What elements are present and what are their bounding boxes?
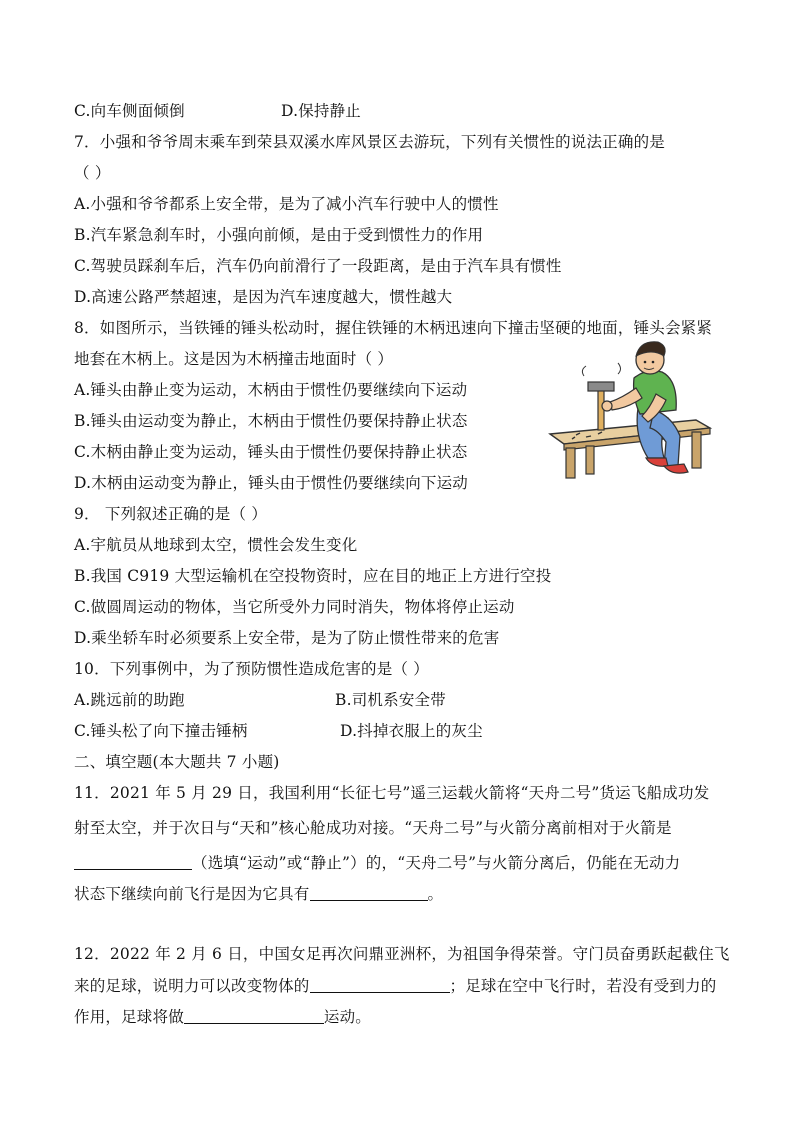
q10-option-b: B.司机系安全带 [335,691,446,709]
q7-stem-line2: （ ） [74,164,111,182]
q7-option-b: B.汽车紧急刹车时，小强向前倾，是由于受到惯性力的作用 [74,226,484,244]
q11-answer-blank-1[interactable] [74,853,192,870]
q12-answer-blank-2[interactable] [184,1007,324,1024]
q7-stem-line1: 7．小强和爷爷周末乘车到荣县双溪水库风景区去游玩，下列有关惯性的说法正确的是 [74,133,665,151]
q10-option-a: A.跳远前的助跑 [74,691,185,709]
q11-line3-text: （选填“运动”或“静止”）的，“天舟二号”与火箭分离后，仍能在无动力 [192,854,681,872]
q9-option-c: C.做圆周运动的物体，当它所受外力同时消失，物体将停止运动 [74,598,515,616]
q10-options-row-1 [74,690,446,710]
q12-line1: 12．2022 年 2 月 6 日，中国女足再次问鼎亚洲杯，为祖国争得荣誉。守门员奋勇跃起截住飞 [74,945,730,963]
q8-stem-line2: 地套在木柄上。这是因为木柄撞击地面时（ ） [74,350,394,368]
q12-line3 [74,1007,371,1027]
q9-option-b: B.我国 C919 大型运输机在空投物资时，应在目的地正上方进行空投 [74,567,552,585]
q10-option-d: D.抖掉衣服上的灰尘 [340,722,483,740]
q12-line3-text: 作用，足球将做 [74,1008,184,1026]
q12-answer-blank-1[interactable] [310,976,450,993]
q6-option-c: C.向车侧面倾倒 [74,102,185,120]
q6-options-row [74,101,362,121]
q6-option-d: D.保持静止 [281,102,362,120]
q12-line2-text: 来的足球，说明力可以改变物体的 [74,977,310,995]
q12-line2 [74,976,716,996]
q11-line4-end: 。 [427,885,444,903]
section-title: 二、填空题(本大题共 7 小题) [74,753,280,771]
q11-line2: 射至太空，并于次日与“天和”核心舱成功对接。“天舟二号”与火箭分离前相对于火箭是 [74,819,672,837]
hammer-on-bench-illustration [546,338,718,486]
q8-option-c: C.木柄由静止变为运动，锤头由于惯性仍要保持静止状态 [74,443,468,461]
q9-option-d: D.乘坐轿车时必须要系上安全带，是为了防止惯性带来的危害 [74,629,500,647]
q11-answer-blank-2[interactable] [310,884,428,901]
q8-stem-line1: 8．如图所示，当铁锤的锤头松动时，握住铁锤的木柄迅速向下撞击坚硬的地面，锤头会紧紧 [74,319,713,337]
q12-line2-end: ；足球在空中飞行时，若没有受到力的 [449,977,717,995]
q8-option-b: B.锤头由运动变为静止，木柄由于惯性仍要保持静止状态 [74,412,468,430]
q11-line3 [74,853,680,873]
q7-option-c: C.驾驶员踩刹车后，汽车仍向前滑行了一段距离，是由于汽车具有惯性 [74,257,562,275]
q9-option-a: A.宇航员从地球到太空，惯性会发生变化 [74,536,358,554]
q7-option-d: D.高速公路严禁超速，是因为汽车速度越大，惯性越大 [74,288,453,306]
q11-line4 [74,884,443,904]
q10-stem: 10．下列事例中，为了预防惯性造成危害的是（ ） [74,660,429,678]
q10-option-c: C.锤头松了向下撞击锤柄 [74,722,248,740]
q8-option-d: D.木柄由运动变为静止，锤头由于惯性仍要继续向下运动 [74,474,469,492]
q12-line3-end: 运动。 [323,1008,372,1026]
q9-stem: 9． 下列叙述正确的是（ ） [74,505,268,523]
q8-option-a: A.锤头由静止变为运动，木柄由于惯性仍要继续向下运动 [74,381,468,399]
q10-options-row-2 [74,721,483,741]
q7-option-a: A.小强和爷爷都系上安全带，是为了减小汽车行驶中人的惯性 [74,195,499,213]
q11-line4-text: 状态下继续向前飞行是因为它具有 [74,885,310,903]
q11-line1: 11．2021 年 5 月 29 日，我国利用“长征七号”遥三运载火箭将“天舟二号”货运飞船成功发 [74,784,710,802]
